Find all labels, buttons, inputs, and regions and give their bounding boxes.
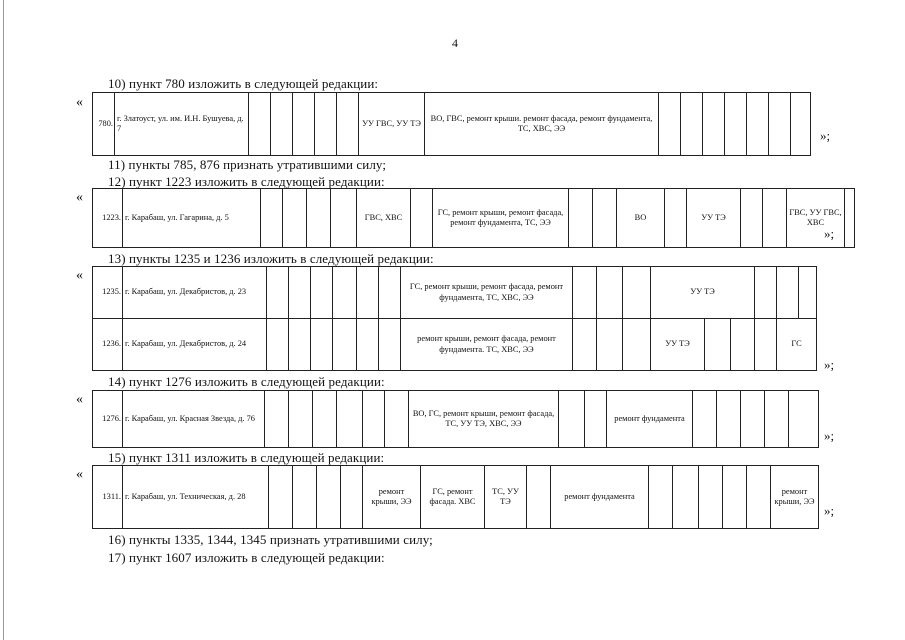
quote-close: »; — [820, 128, 831, 143]
paragraph-14: 14) пункт 1276 изложить в следующей редакции: — [108, 374, 385, 389]
row-number: 1223. — [93, 189, 123, 248]
row-number: 1311. — [93, 466, 123, 529]
address-cell: г. Карабаш, ул. Красная Звезда, д. 76 — [123, 391, 265, 448]
paragraph-13: 13) пункты 1235 и 1236 изложить в следующей редакции: — [108, 251, 434, 266]
quote-open: « — [76, 190, 83, 205]
table-rows-1235-1236 — [92, 266, 817, 371]
row-number: 1235. — [93, 267, 123, 319]
cell: ремонт фундамента — [607, 391, 693, 448]
paragraph-15: 15) пункт 1311 изложить в следующей редакции: — [108, 450, 385, 465]
paragraph-16: 16) пункты 1335, 1344, 1345 признать утратившими силу; — [108, 532, 433, 547]
table-row-1311 — [92, 465, 819, 529]
quote-open: « — [76, 268, 83, 283]
paragraph-12: 12) пункт 1223 изложить в следующей редакции: — [108, 174, 385, 189]
quote-open: « — [76, 95, 83, 110]
quote-open: « — [76, 392, 83, 407]
address-cell: г. Карабаш, ул. Декабристов, д. 24 — [123, 319, 267, 371]
cell: ГС, ремонт крыши, ремонт фасада, ремонт фундамента, ТС, ЭЭ — [433, 189, 569, 248]
address-cell: г. Карабаш, ул. Гагарина, д. 5 — [123, 189, 261, 248]
row-number: 1236. — [93, 319, 123, 371]
cell: ВО, ГС, ремонт крыши, ремонт фасада, ТС, УУ ТЭ, ХВС, ЭЭ — [409, 391, 559, 448]
cell: ГС — [777, 319, 817, 371]
page-number: 4 — [452, 36, 458, 50]
cell: ремонт крыши, ремонт фасада, ремонт фундамента. ТС, ХВС, ЭЭ — [401, 319, 573, 371]
quote-close: »; — [824, 226, 835, 241]
cell: УУ ТЭ — [651, 267, 755, 319]
cell: ВО, ГВС, ремонт крыши. ремонт фасада, ремонт фундамента, ТС, ХВС, ЭЭ — [425, 93, 659, 156]
paragraph-11: 11) пункты 785, 876 признать утратившими силу; — [108, 157, 387, 172]
quote-open: « — [76, 467, 83, 482]
address-cell: г. Златоуст, ул. им. И.Н. Бушуева, д. 7 — [115, 93, 249, 156]
row-number: 1276. — [93, 391, 123, 448]
cell: ГС, ремонт крыши, ремонт фасада, ремонт фундамента, ТС, ХВС, ЭЭ — [401, 267, 573, 319]
cell: УУ ГВС, УУ ТЭ — [359, 93, 425, 156]
table-row-1223 — [92, 188, 855, 248]
cell: УУ ТЭ — [687, 189, 741, 248]
quote-close: »; — [824, 357, 835, 372]
table-row-780 — [92, 92, 811, 156]
address-cell: г. Карабаш, ул. Техническая, д. 28 — [123, 466, 269, 529]
cell: ГВС, ХВС — [357, 189, 411, 248]
quote-close: »; — [824, 428, 835, 443]
cell: ремонт фундамента — [551, 466, 649, 529]
table-row-1276 — [92, 390, 819, 448]
cell: ГС, ремонт фасада. ХВС — [421, 466, 485, 529]
address-cell: г. Карабаш, ул. Декабристов, д. 23 — [123, 267, 267, 319]
cell: ГВС, УУ ГВС, ХВС — [787, 189, 845, 248]
cell: ВО — [617, 189, 665, 248]
paragraph-10: 10) пункт 780 изложить в следующей редакции: — [108, 76, 379, 91]
page-left-edge — [3, 0, 4, 640]
row-number: 780. — [93, 93, 115, 156]
cell: ремонт крыши, ЭЭ — [771, 466, 819, 529]
cell: ремонт крыши, ЭЭ — [363, 466, 421, 529]
quote-close: »; — [824, 503, 835, 518]
cell: ТС, УУ ТЭ — [485, 466, 527, 529]
cell: УУ ТЭ — [651, 319, 705, 371]
paragraph-17: 17) пункт 1607 изложить в следующей редакции: — [108, 550, 385, 565]
